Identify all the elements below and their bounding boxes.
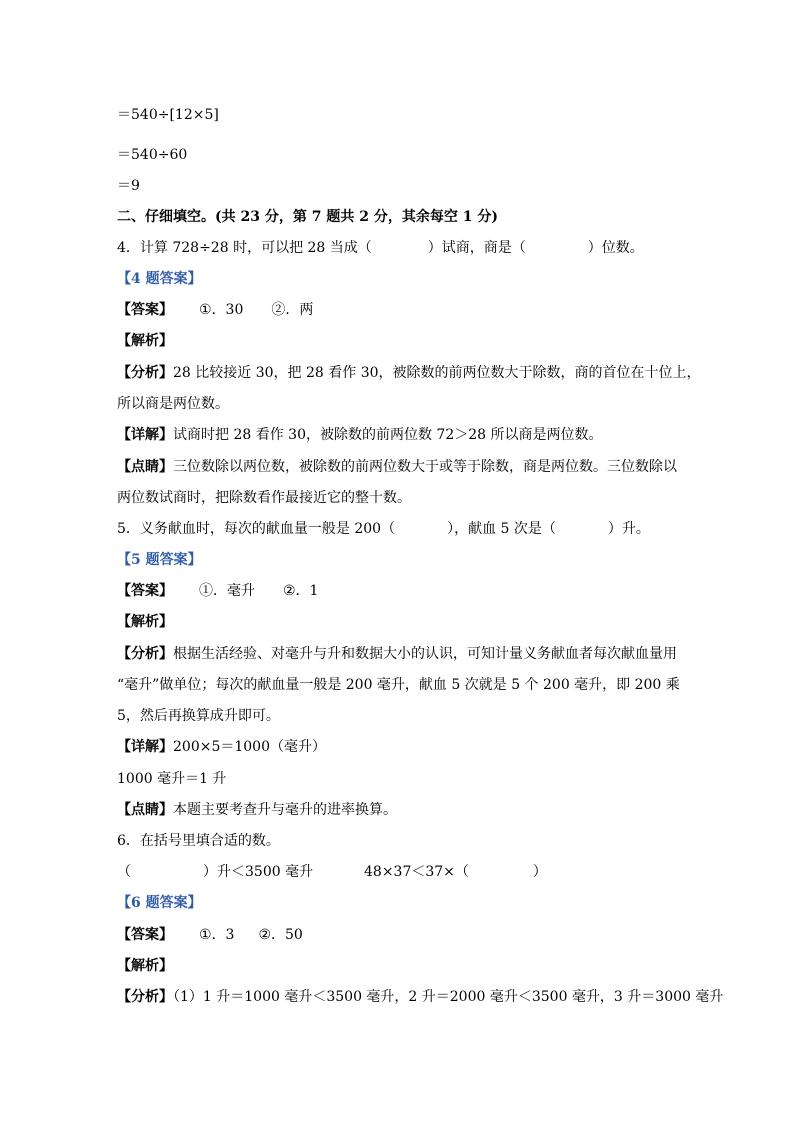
blank-open: 48×37＜37×（ bbox=[364, 864, 469, 880]
fenxi-4-line-1 bbox=[117, 364, 701, 382]
dianjing-label: 【点睛】 bbox=[117, 802, 173, 818]
fenxi-4-line-2: 所以商是两位数。 bbox=[117, 396, 229, 412]
answer-row-6 bbox=[117, 926, 303, 944]
question-4-part-c: ）位数。 bbox=[587, 240, 644, 256]
fenxi-5-line-1 bbox=[117, 645, 677, 663]
analysis-header-5: 【解析】 bbox=[117, 614, 173, 630]
question-5-part-c: ）升。 bbox=[607, 521, 650, 537]
blank-open: （ bbox=[117, 864, 131, 880]
fenxi-6-line-1 bbox=[117, 988, 723, 1006]
question-6: 6．在括号里填合适的数。 bbox=[117, 833, 280, 849]
xiangjie-4 bbox=[117, 426, 603, 444]
answer-header-5: 【5 题答案】 bbox=[117, 552, 202, 568]
question-6-blank-2 bbox=[364, 863, 547, 881]
xiangjie-text: 200×5＝1000（毫升） bbox=[173, 739, 326, 755]
dianjing-label: 【点睛】 bbox=[117, 459, 173, 475]
dianjing-5 bbox=[117, 801, 397, 819]
fenxi-label: 【分析】 bbox=[117, 989, 173, 1005]
dianjing-4-line-1 bbox=[117, 458, 677, 476]
blank-close: ） bbox=[532, 864, 547, 880]
fenxi-5-line-3: 5，然后再换算成升即可。 bbox=[117, 708, 280, 724]
fenxi-label: 【分析】 bbox=[117, 365, 173, 381]
analysis-header-4: 【解析】 bbox=[117, 333, 173, 349]
analysis-header-6: 【解析】 bbox=[117, 958, 173, 974]
answer-header-6: 【6 题答案】 bbox=[117, 895, 202, 911]
xiangjie-5 bbox=[117, 738, 326, 756]
question-5 bbox=[117, 520, 650, 538]
answer-item-1: ①．30 bbox=[199, 302, 244, 318]
answer-item-1: ①．毫升 bbox=[199, 583, 255, 599]
question-4 bbox=[117, 239, 644, 257]
answer-item-1: ①．3 bbox=[199, 927, 235, 943]
dianjing-text: 本题主要考查升与毫升的进率换算。 bbox=[173, 802, 397, 818]
fenxi-text: 根据生活经验、对毫升与升和数据大小的认识，可知计量义务献血者每次献血量用 bbox=[173, 646, 677, 662]
math-line-3: ＝9 bbox=[117, 178, 140, 194]
dianjing-4-line-2: 两位数试商时，把除数看作最接近它的整十数。 bbox=[117, 490, 411, 506]
math-line-1: ＝540÷[12×5] bbox=[117, 107, 219, 123]
answer-row-5 bbox=[117, 582, 318, 600]
fenxi-label: 【分析】 bbox=[117, 646, 173, 662]
question-4-part-b: ）试商，商是（ bbox=[427, 240, 526, 256]
section-heading: 二、仔细填空。(共 23 分，第 7 题共 2 分，其余每空 1 分) bbox=[117, 209, 498, 225]
answer-label: 【答案】 bbox=[117, 302, 173, 318]
answer-label: 【答案】 bbox=[117, 583, 173, 599]
fenxi-text: 28 比较接近 30，把 28 看作 30，被除数的前两位数大于除数，商的首位在十位上， bbox=[173, 365, 701, 381]
question-5-part-a: 5．义务献血时，每次的献血量一般是 200（ bbox=[117, 521, 396, 537]
fenxi-text: （1）1 升＝1000 毫升＜3500 毫升，2 升＝2000 毫升＜3500 毫升，3 升＝3000 毫升 bbox=[173, 989, 724, 1005]
fenxi-5-line-2: “毫升”做单位；每次的献血量一般是 200 毫升，献血 5 次就是 5 个 200 毫升，即 200 乘 bbox=[117, 677, 680, 693]
xiangjie-label: 【详解】 bbox=[117, 739, 173, 755]
question-6-blank-1 bbox=[117, 863, 313, 881]
answer-item-2: ②．两 bbox=[271, 302, 314, 318]
answer-item-2: ②．50 bbox=[258, 927, 303, 943]
answer-header-4: 【4 题答案】 bbox=[117, 271, 202, 287]
xiangjie-5-line-2: 1000 毫升＝1 升 bbox=[117, 771, 227, 787]
math-line-2: ＝540÷60 bbox=[117, 147, 188, 163]
answer-row-4 bbox=[117, 301, 313, 319]
question-4-part-a: 4．计算 728÷28 时，可以把 28 当成（ bbox=[117, 240, 372, 256]
question-5-part-b: ），献血 5 次是（ bbox=[447, 521, 556, 537]
xiangjie-label: 【详解】 bbox=[117, 427, 173, 443]
dianjing-text: 三位数除以两位数，被除数的前两位数大于或等于除数，商是两位数。三位数除以 bbox=[173, 459, 677, 475]
blank-close-text: ）升＜3500 毫升 bbox=[203, 864, 314, 880]
answer-item-2: ②．1 bbox=[283, 583, 319, 599]
answer-label: 【答案】 bbox=[117, 927, 173, 943]
xiangjie-text: 试商时把 28 看作 30，被除数的前两位数 72＞28 所以商是两位数。 bbox=[173, 427, 603, 443]
